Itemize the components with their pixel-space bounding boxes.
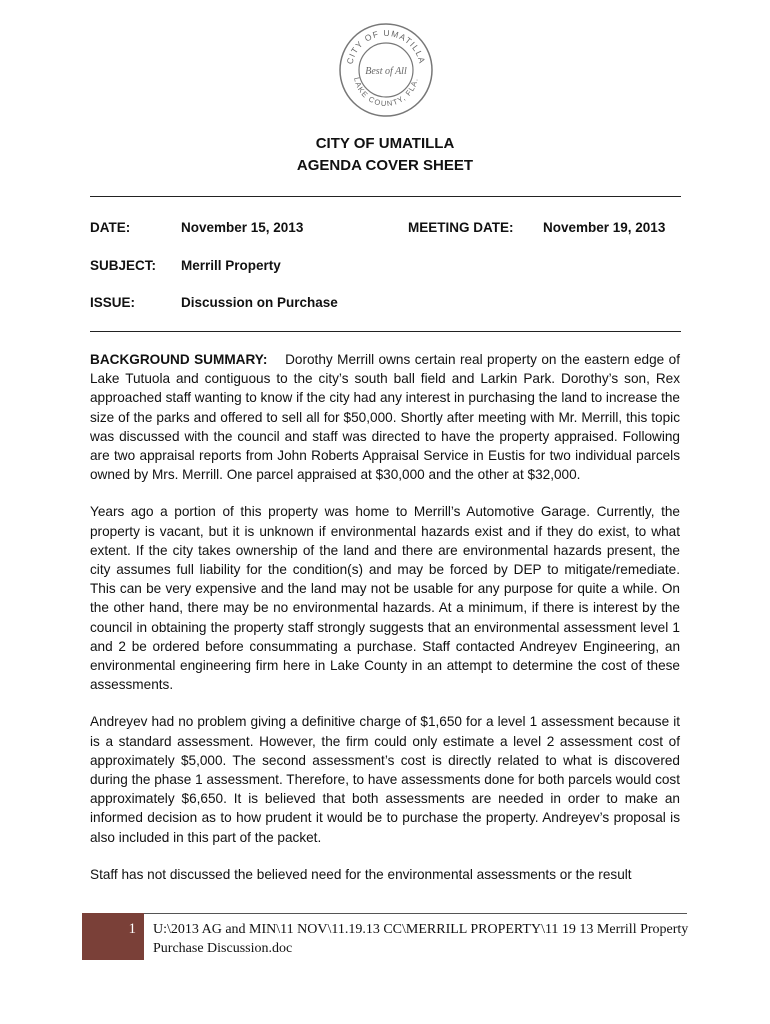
meeting-date-value: November 19, 2013 bbox=[543, 220, 666, 235]
svg-text:Best of All: Best of All bbox=[365, 66, 407, 77]
date-value: November 15, 2013 bbox=[181, 220, 304, 235]
document-title bbox=[0, 133, 770, 177]
top-divider bbox=[90, 196, 681, 197]
footer-file-path: U:\2013 AG and MIN\11 NOV\11.19.13 CC\MERRILL PROPERTY\11 19 13 Merrill Property Purchase Discussion.doc bbox=[153, 922, 689, 956]
footer-divider bbox=[144, 913, 687, 914]
title-line-city: CITY OF UMATILLA bbox=[315, 135, 455, 152]
background-summary-label: BACKGROUND SUMMARY: bbox=[90, 352, 268, 367]
date-label: DATE: bbox=[90, 220, 131, 235]
page-number: 1 bbox=[128, 921, 136, 937]
city-seal-logo bbox=[338, 22, 434, 118]
body-text bbox=[90, 350, 680, 902]
paragraph-3: Andreyev had no problem giving a definitive charge of $1,650 for a level 1 assessment because it is a standard assessment. However, the firm could only estimate a level 2 assessment cost of approximately $5,000. The second assessment’s cost is directly related to what is discovered during the phase 1 assessment. Therefore, to have assessments done for both parcels would cost approximately $6,650. It is believed that both assessments are needed in order to make an informed decision as to how prudent it would be to purchase the property. Andreyev’s proposal is also included in this part of the packet. bbox=[90, 714, 680, 845]
paragraph-background bbox=[90, 350, 680, 484]
meeting-date-label: MEETING DATE: bbox=[408, 220, 514, 235]
subject-value: Merrill Property bbox=[181, 258, 281, 273]
paragraph-2: Years ago a portion of this property was home to Merrill’s Automotive Garage. Currently, the property is vacant, but it is unknown if environmental hazards exist and if they do exist, to what extent. If the city takes ownership of the land and there are environmental hazards present, the city assumes full liability for the condition(s) and may be forced by DEP to mitigate/remediate. This can be very expensive and the land may not be usable for any purpose for quite a while. On the other hand, there may be no environmental hazards. At a minimum, if there is interest by the council in obtaining the property staff strongly suggests that an environmental assessment level 1 and 2 be ordered before consummating a purchase. Staff contacted Andreyev Engineering, an environmental engineering firm here in Lake County in an attempt to determine the cost of these assessments. bbox=[90, 504, 680, 693]
bottom-divider bbox=[90, 331, 681, 332]
paragraph-4: Staff has not discussed the believed need for the environmental assessments or the result bbox=[90, 866, 632, 882]
subject-label: SUBJECT: bbox=[90, 258, 157, 273]
issue-value: Discussion on Purchase bbox=[181, 295, 338, 310]
svg-text:CITY OF UMATILLA: CITY OF UMATILLA bbox=[344, 27, 428, 66]
issue-label: ISSUE: bbox=[90, 295, 136, 310]
title-line-agenda: AGENDA COVER SHEET bbox=[296, 157, 474, 174]
svg-text:LAKE COUNTY, FLA.: LAKE COUNTY, FLA. bbox=[352, 76, 420, 109]
page-number-box bbox=[82, 913, 144, 960]
paragraph-1-text: Dorothy Merrill owns certain real property on the eastern edge of Lake Tutuola and contiguous to the city’s south ball field and Larkin Park. Dorothy’s son, Rex approached staff wanting to know if the city had any interest in purchasing the land to increase the size of the parks and offered to sell all for $50,000. Shortly after meeting with Mr. Merrill, this topic was discussed with the council and staff was directed to have the property appraised. Following are two appraisal reports from John Roberts Appraisal Service in Eustis for two individual parcels owned by Mrs. Merrill. One parcel appraised at $30,000 and the other at $32,000. bbox=[90, 352, 680, 483]
